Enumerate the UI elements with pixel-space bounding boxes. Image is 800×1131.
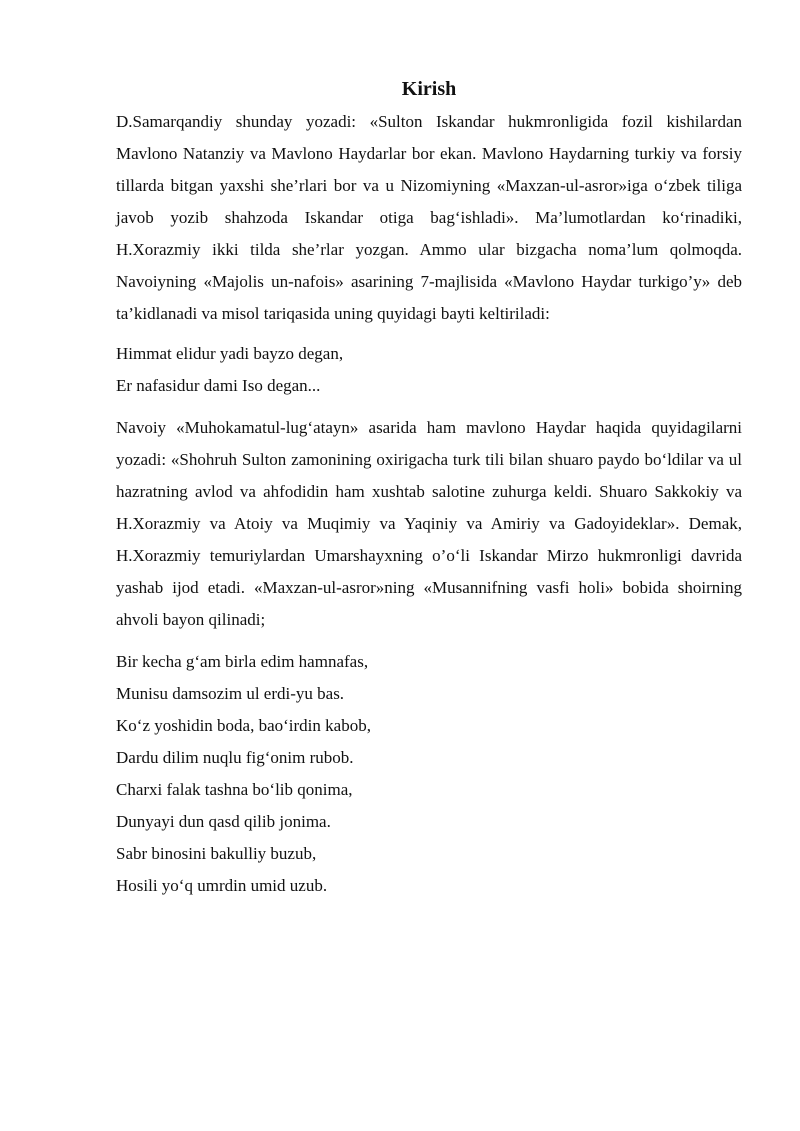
verse-line: Himmat elidur yadi bayzo degan,	[116, 344, 344, 363]
verse-line: Ko‘z yoshidin boda, bao‘irdin kabob,	[116, 716, 371, 735]
verse-line: Dunyayi dun qasd qilib jonima.	[116, 812, 331, 831]
paragraph-1: D.Samarqandiy shunday yozadi: «Sulton Iskandar hukmronligida fozil kishilardan Mavlono Natanziy va Mavlono Haydarlar bor ekan. Mavlono Haydarning turkiy va forsiy tillarda bitgan yaxshi she’rlari bor va u Nizomiyning «Maxzan-ul-asror»iga o‘zbek tiliga javob yozib shahzoda Iskandar otiga bag‘ishladi». Ma’lumotlardan ko‘rinadiki, H.Xorazmiy ikki tilda she’rlar yozgan. Ammo ular bizgacha noma’lum qolmoqda. Navoiyning «Majolis un-nafois» asarining 7-majlisida «Mavlono Haydar turkigo’y» deb ta’kidlanadi va misol tariqasida uning quyidagi bayti keltiriladi:	[116, 112, 742, 323]
document-page	[116, 74, 742, 902]
verse-block-1	[116, 338, 742, 402]
paragraph-2: Navoiy «Muhokamatul-lug‘atayn» asarida ham mavlono Haydar haqida quyidagilarni yozadi: «Shohruh Sulton zamonining oxirigacha turk tili bilan shuaro paydo bo‘ldilar va ul hazratning avlod va ahfodidin ham xushtab salotine zuhurga keldi. Shuaro Sakkokiy va H.Xorazmiy va Atoiy va Muqimiy va Yaqiniy va Amiriy va Gadoyideklar». Demak, H.Xorazmiy temuriylardan Umarshayxning o’o‘li Iskandar Mirzo hukmronligi davrida yashab ijod etadi. «Maxzan-ul-asror»ning «Musannifning vasfi holi» bobida shoirning ahvoli bayon qilinadi;	[116, 418, 742, 629]
verse-line: Er nafasidur dami Iso degan...	[116, 376, 321, 395]
verse-line: Munisu damsozim ul erdi-yu bas.	[116, 684, 345, 703]
verse-line: Charxi falak tashna bo‘lib qonima,	[116, 780, 353, 799]
verse-line: Bir kecha g‘am birla edim hamnafas,	[116, 652, 369, 671]
verse-line: Dardu dilim nuqlu fig‘onim rubob.	[116, 748, 354, 767]
document-title: Kirish	[401, 78, 457, 100]
verse-line: Sabr binosini bakulliy buzub,	[116, 844, 317, 863]
verse-block-2	[116, 646, 742, 902]
verse-line: Hosili yo‘q umrdin umid uzub.	[116, 876, 328, 895]
